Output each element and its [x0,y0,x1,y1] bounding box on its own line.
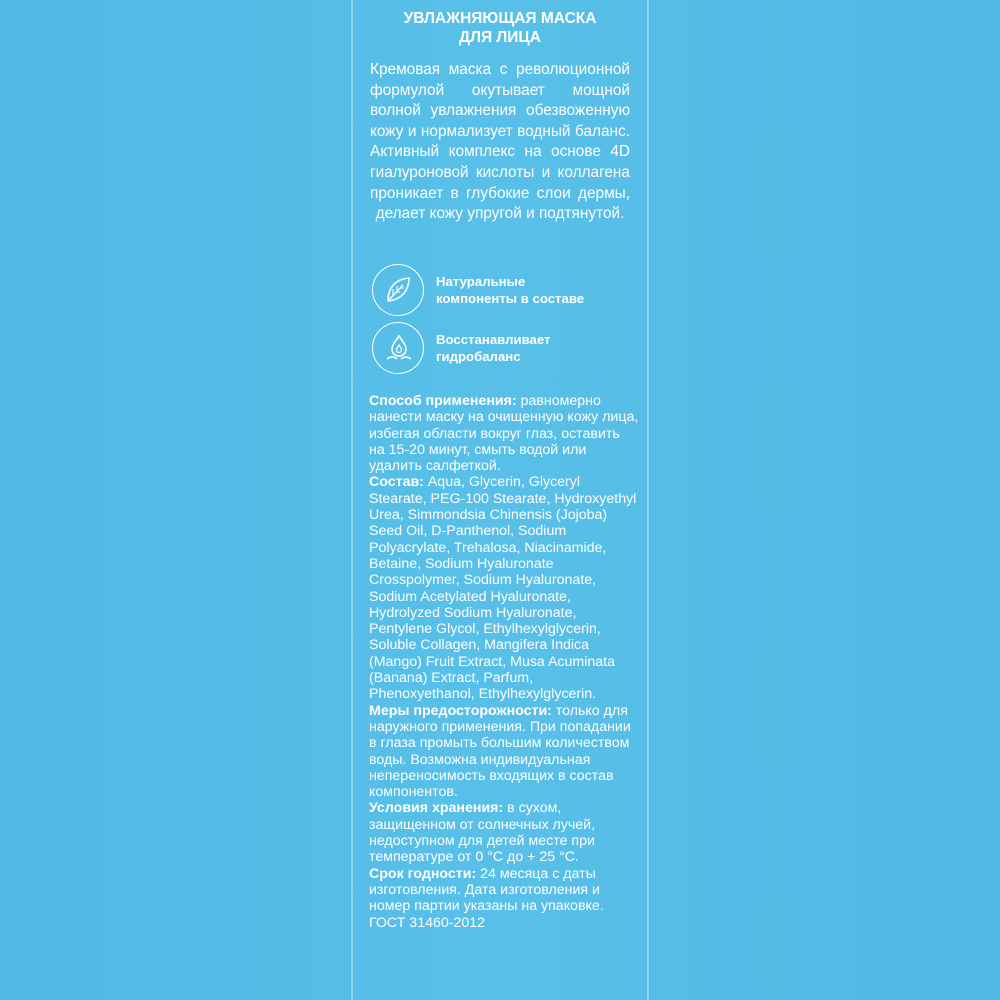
composition-label: Состав: [369,474,424,491]
product-description: Кремовая маска с революционной формулой окутывает мощной волной увлажнения обезвоженную кожу и нормализует водный баланс. Активный комплекс на основе 4D гиалуроновой кислоты и коллагена проникает в глубокие слои дермы, делает кожу упругой и подтянутой. [370,61,630,223]
water-drop-icon [372,322,424,374]
feature-natural-components [372,264,632,324]
feature-label-line1: Натуральные [436,274,526,289]
composition-section [369,474,639,702]
product-title-line2: ДЛЯ ЛИЦА [459,29,541,46]
usage-label: Способ применения: [369,393,517,409]
gost-code: ГОСТ 31460-2012 [369,914,486,931]
composition-text: Aqua, Glycerin, Glyceryl Stearate, PEG-100 Stearate, Hydroxyethyl Urea, Simmondsia Chinensis (Jojoba) Seed Oil, D-Panthenol, Sodium Polyacrylate, Trehalosa, Niacinamide, Betaine, Sodium Hyaluronate Crosspolymer, Sodium Hyaluronate, Sodium Acetylated Hyaluronate, Hydrolyzed Sodium Hyaluronate, Pentylene Glycol, Ethylhexylglycerin, Soluble Collagen, Mangifera Indica (Mango) Fruit Extract, Musa Acuminata (Banana) Extract, Parfum, Phenoxyethanol, Ethylhexylglycerin. [369,474,637,703]
precautions-text: только для наружного применения. При попадании в глаза промыть большим количеством воды. Возможна индивидуальная непереносимость входящих в состав компонентов. [369,702,631,801]
panel-fold-left [351,0,353,1000]
precautions-section [369,703,639,801]
product-title-line1: УВЛАЖНЯЮЩАЯ МАСКА [403,10,597,27]
usage-text: равномерно нанести маску на очищенную кожу лица, избегая области вокруг глаз, оставить на 15-20 минут, смыть водой или удалить салфеткой. [369,393,639,475]
feature-hydrobalance [372,322,632,382]
feature-label-line2: компоненты в составе [436,291,585,306]
product-title [360,9,640,47]
instructions-block [369,393,639,931]
shelf-life-section [369,866,639,915]
feature-label-line2: гидробаланс [436,349,521,364]
feature-label [436,273,636,307]
panel-fold-right [647,0,649,1000]
storage-section [369,800,639,865]
precautions-label: Меры предосторожности: [369,702,552,719]
feature-label [436,331,636,365]
storage-label: Условия хранения: [369,800,504,817]
leaf-icon [372,264,424,316]
storage-text: в сухом, защищенном от солнечных лучей, недоступном для детей месте при температуре от 0 °С до + 25 °С. [369,800,596,866]
shelf-life-label: Срок годности: [369,865,477,882]
usage-section [369,393,639,474]
shelf-life-text: 24 месяца с даты изготовления. Дата изготовления и номер партии указаны на упаковке. [369,865,604,915]
feature-label-line1: Восстанавливает [436,332,551,347]
